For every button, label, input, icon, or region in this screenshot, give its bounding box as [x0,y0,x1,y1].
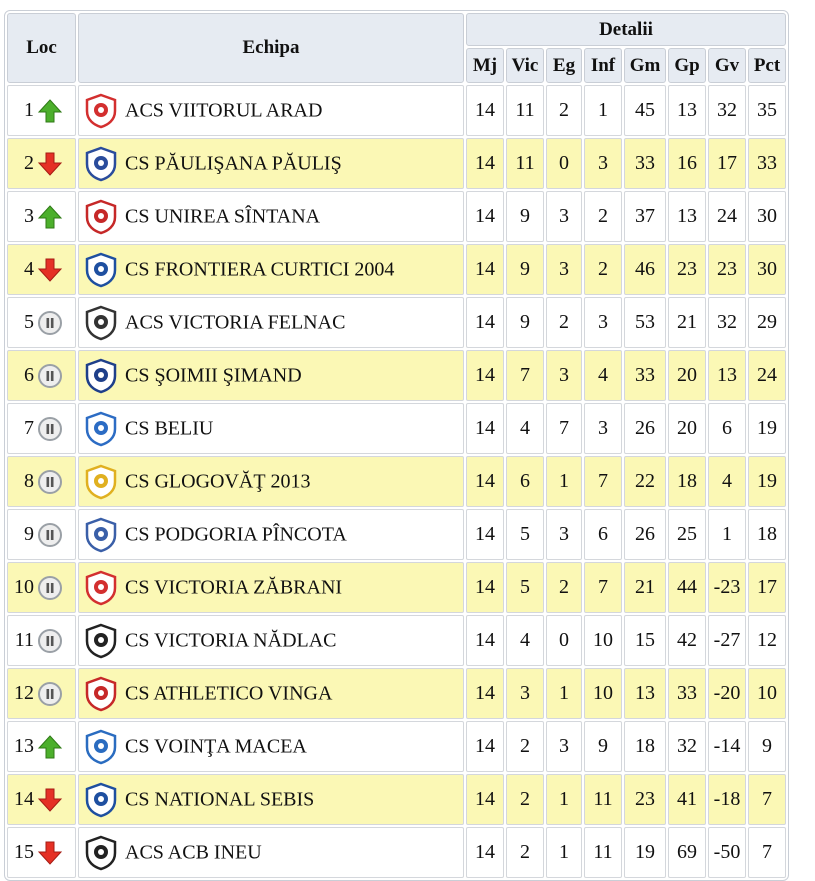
team-cell[interactable] [78,509,464,560]
stat-gv: -18 [708,774,746,825]
team-name[interactable]: CS PĂULIŞANA PĂULIŞ [125,152,342,174]
stat-mj: 14 [466,191,504,242]
rank-cell [7,350,76,401]
rank-number: 6 [24,364,34,386]
team-cell[interactable] [78,85,464,136]
stat-eg: 3 [546,191,582,242]
rank-cell [7,85,76,136]
stat-gm: 23 [624,774,666,825]
stat-mj: 14 [466,668,504,719]
stat-mj: 14 [466,562,504,613]
stat-gp: 32 [668,721,706,772]
stat-eg: 1 [546,668,582,719]
up-arrow [37,204,63,230]
stat-gp: 33 [668,668,706,719]
stat-eg: 1 [546,456,582,507]
stat-mj: 14 [466,85,504,136]
table-row[interactable] [7,138,786,189]
stat-gp: 13 [668,191,706,242]
stat-vic: 2 [506,827,544,878]
team-name[interactable]: CS NATIONAL SEBIS [125,788,315,810]
rank-number: 8 [24,470,34,492]
down-arrow [37,151,63,177]
stat-gm: 37 [624,191,666,242]
soimii-simand-crest-icon [83,358,119,394]
stat-mj: 14 [466,350,504,401]
team-cell[interactable] [78,827,464,878]
column-header-loc: Loc [7,13,76,83]
rank-cell [7,509,76,560]
stat-pct: 7 [748,827,786,878]
stat-gp: 21 [668,297,706,348]
rank-cell [7,668,76,719]
stat-mj: 14 [466,774,504,825]
same-icon [37,628,63,654]
stat-gm: 15 [624,615,666,666]
stat-eg: 0 [546,138,582,189]
stat-pct: 33 [748,138,786,189]
column-header-mj: Mj [466,48,504,83]
victoria-zabrani-crest-icon [83,570,119,606]
table-row[interactable] [7,456,786,507]
rank-number: 7 [24,417,34,439]
stat-gp: 13 [668,85,706,136]
stat-pct: 17 [748,562,786,613]
stat-pct: 30 [748,191,786,242]
victoria-nadlac-crest-icon [83,623,119,659]
stat-vic: 2 [506,721,544,772]
stat-gp: 18 [668,456,706,507]
stat-eg: 7 [546,403,582,454]
stat-pct: 24 [748,350,786,401]
unirea-santana-crest-icon [83,199,119,235]
stat-eg: 1 [546,774,582,825]
table-row[interactable] [7,562,786,613]
rank-number: 9 [24,523,34,545]
stat-gm: 26 [624,509,666,560]
down-arrow [37,840,63,866]
stat-gp: 25 [668,509,706,560]
team-cell[interactable] [78,668,464,719]
team-cell[interactable] [78,244,464,295]
rank-number: 5 [24,311,34,333]
stat-gm: 13 [624,668,666,719]
rank-number: 13 [14,735,34,757]
stat-pct: 19 [748,403,786,454]
beliu-crest-icon [83,411,119,447]
stat-inf: 3 [584,297,622,348]
stat-vic: 4 [506,403,544,454]
stat-vic: 7 [506,350,544,401]
column-header-eg: Eg [546,48,582,83]
same-icon [37,522,63,548]
stat-gm: 19 [624,827,666,878]
column-header-team: Echipa [78,13,464,83]
rank-number: 15 [14,841,34,863]
column-header-vic: Vic [506,48,544,83]
stat-mj: 14 [466,509,504,560]
down-arrow [37,787,63,813]
stat-gp: 20 [668,350,706,401]
table-row[interactable] [7,191,786,242]
stat-vic: 4 [506,615,544,666]
down-arrow [37,257,63,283]
team-name[interactable]: CS FRONTIERA CURTICI 2004 [125,258,395,280]
rank-number: 2 [24,152,34,174]
table-row[interactable] [7,615,786,666]
stat-inf: 4 [584,350,622,401]
team-cell[interactable] [78,138,464,189]
same-icon [37,310,63,336]
stat-mj: 14 [466,297,504,348]
table-row[interactable] [7,668,786,719]
rank-cell [7,244,76,295]
team-cell[interactable] [78,456,464,507]
stat-gv: -23 [708,562,746,613]
rank-cell [7,721,76,772]
rank-number: 14 [14,788,34,810]
team-name[interactable]: CS VICTORIA NĂDLAC [125,629,337,651]
stat-gp: 20 [668,403,706,454]
stat-vic: 5 [506,509,544,560]
stat-vic: 11 [506,85,544,136]
standings-table [4,10,789,881]
stat-inf: 1 [584,85,622,136]
rank-number: 4 [24,258,34,280]
acb-ineu-crest-icon [83,835,119,871]
column-header-gm: Gm [624,48,666,83]
stat-pct: 9 [748,721,786,772]
rank-number: 12 [14,682,34,704]
up-arrow [37,98,63,124]
column-header-inf: Inf [584,48,622,83]
stat-gv: 23 [708,244,746,295]
rank-cell [7,138,76,189]
stat-vic: 3 [506,668,544,719]
table-row[interactable] [7,85,786,136]
table-row[interactable] [7,721,786,772]
stat-inf: 7 [584,562,622,613]
stat-mj: 14 [466,615,504,666]
column-header-gp: Gp [668,48,706,83]
stat-gm: 45 [624,85,666,136]
stat-inf: 9 [584,721,622,772]
stat-vic: 6 [506,456,544,507]
stat-mj: 14 [466,138,504,189]
stat-gp: 69 [668,827,706,878]
stat-gv: 32 [708,297,746,348]
stat-gp: 44 [668,562,706,613]
stat-inf: 11 [584,827,622,878]
team-name[interactable]: CS ATHLETICO VINGA [125,682,333,704]
team-name[interactable]: CS PODGORIA PÎNCOTA [125,523,347,545]
same-icon [37,575,63,601]
rank-number: 11 [14,629,34,651]
stat-gm: 33 [624,138,666,189]
team-name[interactable]: CS VOINŢA MACEA [125,735,307,757]
stat-inf: 10 [584,615,622,666]
table-row[interactable] [7,774,786,825]
team-cell[interactable] [78,297,464,348]
stat-gm: 21 [624,562,666,613]
athletico-vinga-crest-icon [83,676,119,712]
team-cell[interactable] [78,562,464,613]
podgoria-pancota-crest-icon [83,517,119,553]
stat-inf: 7 [584,456,622,507]
victoria-felnac-crest-icon [83,305,119,341]
stat-vic: 9 [506,191,544,242]
rank-cell [7,403,76,454]
stat-mj: 14 [466,403,504,454]
stat-inf: 2 [584,191,622,242]
vointa-macea-crest-icon [83,729,119,765]
table-row[interactable] [7,244,786,295]
stat-gv: 13 [708,350,746,401]
stat-gv: -14 [708,721,746,772]
stat-vic: 2 [506,774,544,825]
stat-gv: -50 [708,827,746,878]
stat-gv: 6 [708,403,746,454]
team-name[interactable]: CS UNIREA SÎNTANA [125,205,321,227]
stat-eg: 3 [546,509,582,560]
glogovat-crest-icon [83,464,119,500]
up-arrow [37,734,63,760]
stat-gp: 16 [668,138,706,189]
team-name[interactable]: CS VICTORIA ZĂBRANI [125,576,343,598]
team-cell[interactable] [78,774,464,825]
stat-gm: 26 [624,403,666,454]
rank-cell [7,827,76,878]
table-row[interactable] [7,827,786,878]
same-icon [37,469,63,495]
table-row[interactable] [7,297,786,348]
stat-mj: 14 [466,456,504,507]
stat-gm: 22 [624,456,666,507]
table-row[interactable] [7,403,786,454]
stat-vic: 11 [506,138,544,189]
stat-gm: 18 [624,721,666,772]
same-icon [37,681,63,707]
team-cell[interactable] [78,403,464,454]
same-icon [37,363,63,389]
rank-cell [7,297,76,348]
team-name[interactable]: CS ŞOIMII ŞIMAND [125,364,302,386]
standings-body [7,85,786,878]
stat-inf: 11 [584,774,622,825]
rank-cell [7,191,76,242]
rank-cell [7,615,76,666]
stat-pct: 7 [748,774,786,825]
stat-gv: 1 [708,509,746,560]
column-header-details: Detalii [466,13,786,46]
team-cell[interactable] [78,615,464,666]
viitorul-arad-crest-icon [83,93,119,129]
column-header-pct: Pct [748,48,786,83]
stat-eg: 3 [546,244,582,295]
team-cell[interactable] [78,350,464,401]
stat-gv: -27 [708,615,746,666]
stat-mj: 14 [466,244,504,295]
table-row[interactable] [7,350,786,401]
stat-eg: 3 [546,350,582,401]
national-sebis-crest-icon [83,782,119,818]
stat-gp: 23 [668,244,706,295]
stat-inf: 10 [584,668,622,719]
stat-pct: 18 [748,509,786,560]
stat-gv: -20 [708,668,746,719]
stat-pct: 29 [748,297,786,348]
rank-cell [7,774,76,825]
stat-eg: 2 [546,297,582,348]
stat-mj: 14 [466,827,504,878]
stat-gm: 46 [624,244,666,295]
rank-cell [7,562,76,613]
team-name[interactable]: CS BELIU [125,417,214,439]
frontiera-curtici-crest-icon [83,252,119,288]
table-row[interactable] [7,509,786,560]
same-icon [37,416,63,442]
stat-pct: 30 [748,244,786,295]
paulisana-crest-icon [83,146,119,182]
stat-eg: 0 [546,615,582,666]
stat-inf: 6 [584,509,622,560]
team-cell[interactable] [78,721,464,772]
stat-gp: 41 [668,774,706,825]
stat-pct: 35 [748,85,786,136]
team-cell[interactable] [78,191,464,242]
stat-pct: 12 [748,615,786,666]
stat-gp: 42 [668,615,706,666]
standings-container [4,10,789,881]
team-name[interactable]: ACS VIITORUL ARAD [125,99,323,121]
stat-gv: 24 [708,191,746,242]
team-name[interactable]: ACS ACB INEU [125,841,262,863]
stat-vic: 9 [506,297,544,348]
stat-pct: 10 [748,668,786,719]
stat-mj: 14 [466,721,504,772]
team-name[interactable]: ACS VICTORIA FELNAC [125,311,346,333]
rank-number: 1 [24,99,34,121]
stat-gv: 32 [708,85,746,136]
column-header-gv: Gv [708,48,746,83]
stat-inf: 2 [584,244,622,295]
stat-eg: 1 [546,827,582,878]
stat-pct: 19 [748,456,786,507]
stat-vic: 5 [506,562,544,613]
stat-inf: 3 [584,403,622,454]
stat-eg: 2 [546,85,582,136]
stat-gv: 17 [708,138,746,189]
stat-gm: 33 [624,350,666,401]
stat-vic: 9 [506,244,544,295]
stat-eg: 3 [546,721,582,772]
team-name[interactable]: CS GLOGOVĂŢ 2013 [125,470,311,492]
stat-inf: 3 [584,138,622,189]
rank-number: 3 [24,205,34,227]
stat-gv: 4 [708,456,746,507]
stat-eg: 2 [546,562,582,613]
stat-gm: 53 [624,297,666,348]
rank-number: 10 [14,576,34,598]
rank-cell [7,456,76,507]
